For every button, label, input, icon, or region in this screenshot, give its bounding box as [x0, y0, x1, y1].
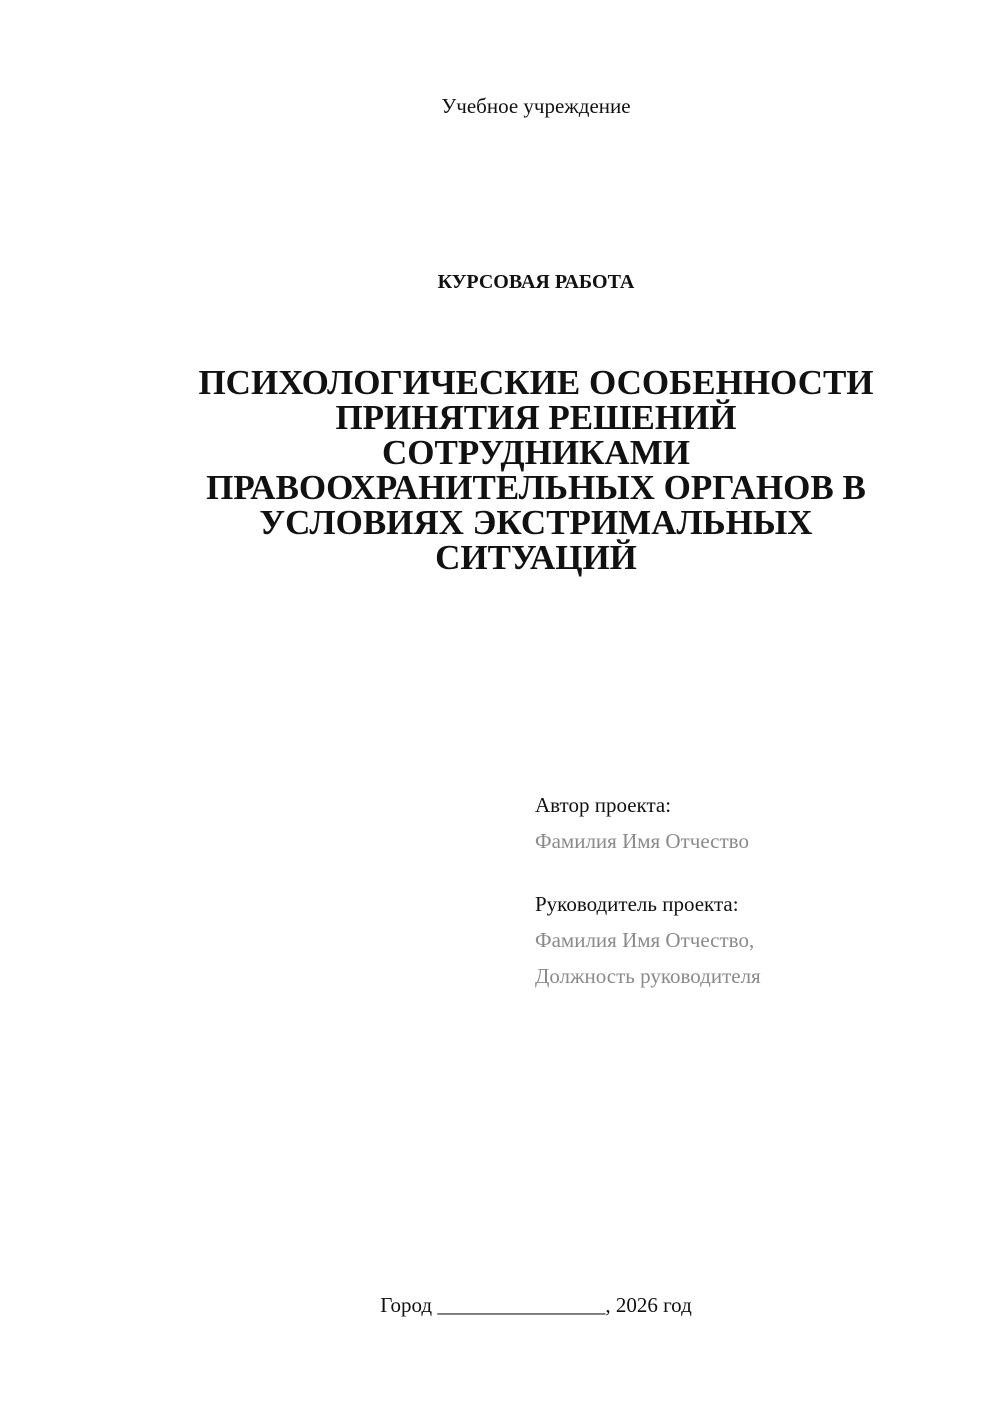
author-label: Автор проекта:: [535, 793, 672, 817]
title-line: СИТУАЦИЙ: [435, 538, 637, 577]
title-line: ПСИХОЛОГИЧЕСКИЕ ОСОБЕННОСТИ: [198, 363, 874, 402]
title-line: УСЛОВИЯХ ЭКСТРИМАЛЬНЫХ: [259, 503, 813, 542]
document-type: КУРСОВАЯ РАБОТА: [437, 271, 635, 293]
title-line: СОТРУДНИКАМИ: [382, 433, 690, 472]
title-line: ПРИНЯТИЯ РЕШЕНИЙ: [335, 398, 737, 437]
institution-name: Учебное учреждение: [441, 94, 631, 118]
supervisor-name: Фамилия Имя Отчество,: [535, 928, 755, 952]
spacer: [535, 859, 975, 886]
supervisor-position: Должность руководителя: [535, 964, 761, 988]
supervisor-label: Руководитель проекта:: [535, 892, 739, 916]
author-name: Фамилия Имя Отчество: [535, 829, 749, 853]
signature-block: [535, 787, 975, 994]
city-year-line: Город ________________, 2026 год: [380, 1293, 692, 1317]
title-line: ПРАВООХРАНИТЕЛЬНЫХ ОРГАНОВ В: [206, 468, 866, 507]
document-title: [150, 365, 922, 575]
